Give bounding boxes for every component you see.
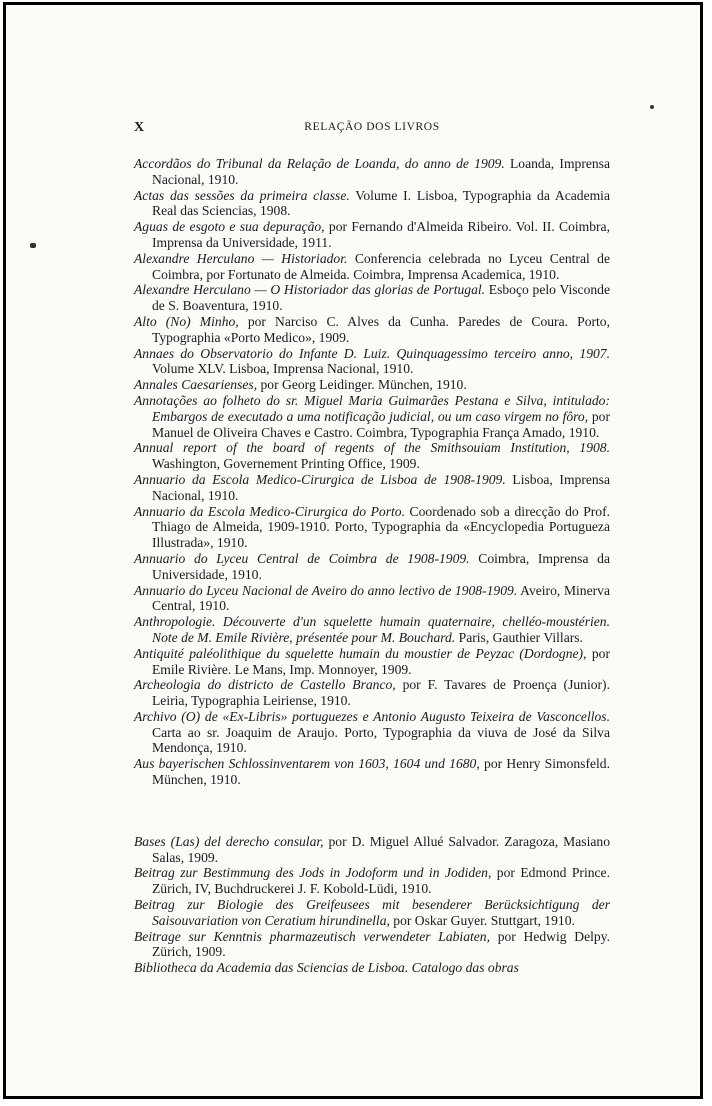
entry-publication: por Oskar Guyer. Stuttgart, 1910.: [389, 912, 575, 928]
entry-title: Beitrag zur Bestimmung des Jods in Jodoform und in Jodiden,: [134, 865, 492, 881]
entry-title: Annaes do Observatorio do Infante D. Luiz. Quinquagessimo terceiro anno, 1907.: [134, 345, 610, 361]
entry-publication: por Manuel de Oliveira Chaves e Castro. Coimbra, Typographia França Amado, 1910.: [152, 408, 610, 440]
entry-title: Antiquité paléolithique du squelette humain du moustier de Peyzac (Dordogne),: [134, 645, 587, 661]
bibliography-entry: [134, 282, 610, 314]
entry-publication: por Henry Simonsfeld. München, 1910.: [152, 756, 610, 788]
entry-title: Bases (Las) del derecho consular,: [134, 833, 324, 849]
entry-title: Beitrage sur Kenntnis pharmazeutisch verwendeter Labiaten,: [134, 928, 491, 944]
bibliography-entry: [134, 583, 610, 615]
bibliography-entry: [134, 504, 610, 551]
entry-publication: Coordenado sob a direcção do Prof. Thiago de Almeida, 1909-1910. Porto, Typographia da «Encyclopedia Portugueza Illustrada», 1910.: [152, 503, 611, 551]
entry-publication: por Emile Rivière. Le Mans, Imp. Monnoyer, 1909.: [152, 645, 610, 677]
entry-title: Annotações ao folheto do sr. Miguel Maria Guimarães Pestana e Silva, intitulado: Embargos de executado a uma notificação judicial, ou um caso virgem no fôro,: [134, 392, 610, 424]
entry-publication: Paris, Gauthier Villars.: [455, 629, 583, 645]
ink-speck: [650, 105, 654, 109]
entry-publication: Washington, Governement Printing Office, 1909.: [152, 456, 420, 472]
entry-title: Annuario do Lyceu Nacional de Aveiro do anno lectivo de 1908-1909.: [134, 582, 518, 598]
entry-title: Archeologia do districto de Castello Branco,: [134, 677, 396, 693]
running-title: RELAÇÃO DOS LIVROS: [304, 121, 440, 133]
bibliography-entry: [134, 440, 610, 472]
bibliography-entry: [134, 188, 610, 220]
bibliography-entry: [134, 756, 610, 788]
entry-title: Alexandre Herculano — O Historiador das glorias de Portugal.: [134, 282, 486, 298]
entry-title: Alexandre Herculano — Historiador.: [134, 250, 348, 266]
bibliography-entry: [134, 614, 610, 646]
entry-publication: Loanda, Imprensa Nacional, 1910.: [152, 156, 611, 187]
entry-publication: por Narciso C. Alves da Cunha. Paredes de Coura. Porto, Typographia «Porto Medico», 1909.: [152, 313, 610, 345]
bibliography-entry: [134, 960, 610, 976]
bibliography-entry: [134, 251, 610, 283]
entry-publication: por Georg Leidinger. München, 1910.: [257, 377, 467, 393]
entry-publication: Lisboa, Imprensa Nacional, 1910.: [152, 471, 611, 503]
entries-letter-b: [134, 834, 610, 976]
bibliography-entry: [134, 314, 610, 346]
bibliography-entry: [134, 929, 610, 961]
entry-publication: Carta ao sr. Joaquim de Araujo. Porto, Typographia da viuva de José da Silva Mendonça, 1910.: [152, 724, 610, 756]
entry-title: Aus bayerischen Schlossinventarem von 1603, 1604 und 1680,: [134, 756, 480, 772]
bibliography-entry: [134, 377, 610, 393]
bibliography-entry: [134, 156, 610, 188]
bibliography-list: [134, 156, 610, 976]
ink-speck: [30, 243, 36, 248]
entry-publication: Coimbra, Imprensa da Universidade, 1910.: [152, 550, 610, 582]
entry-title: Annuario do Lyceu Central de Coimbra de 1908-1909.: [134, 550, 470, 566]
entry-title: Annuario da Escola Medico-Cirurgica do Porto.: [134, 503, 405, 519]
entry-publication: por Hedwig Delpy. Zürich, 1909.: [152, 928, 610, 960]
entry-title: Bibliotheca da Academia das Sciencias de Lisboa. Catalogo das obras: [134, 960, 519, 976]
bibliography-entry: [134, 219, 610, 251]
bibliography-entry: [134, 472, 610, 504]
entry-title: Anthropologie. Découverte d'un squelette humain quaternaire, chelléo-moustérien. Note de M. Emile Rivière, présentée pour M. Bouchard.: [134, 614, 610, 645]
bibliography-entry: [134, 551, 610, 583]
entry-publication: por D. Miguel Allué Salvador. Zaragoza, Masiano Salas, 1909.: [152, 833, 610, 865]
entry-title: Actas das sessões da primeira classe.: [134, 187, 350, 203]
page-header: [134, 120, 610, 136]
entry-publication: por Edmond Prince. Zürich, IV, Buchdruckerei J. F. Kobold-Lüdi, 1910.: [152, 865, 610, 897]
entry-publication: Volume XLV. Lisboa, Imprensa Nacional, 1910.: [152, 361, 414, 377]
entry-title: Aguas de esgoto e sua depuração,: [134, 219, 325, 235]
bibliography-entry: [134, 865, 610, 897]
entry-publication: Volume I. Lisboa, Typographia da Academia Real das Sciencias, 1908.: [152, 187, 610, 219]
entry-title: Archivo (O) de «Ex-Libris» portuguezes e Antonio Augusto Teixeira de Vasconcellos.: [134, 708, 610, 724]
entry-title: Alto (No) Minho,: [134, 313, 239, 329]
entry-publication: por F. Tavares de Proença (Junior). Leiria, Typographia Leiriense, 1910.: [152, 677, 610, 709]
page-number: X: [134, 120, 145, 135]
bibliography-entry: [134, 709, 610, 756]
section-gap: [134, 788, 610, 834]
bibliography-entry: [134, 897, 610, 929]
entry-title: Annales Caesarienses,: [134, 377, 258, 393]
entry-publication: por Fernando d'Almeida Ribeiro. Vol. II. Coimbra, Imprensa da Universidade, 1911.: [152, 219, 610, 250]
bibliography-entry: [134, 393, 610, 440]
bibliography-entry: [134, 346, 610, 378]
entry-publication: Conferencia celebrada no Lyceu Central de Coimbra, por Fortunato de Almeida. Coimbra, Imprensa Academica, 1910.: [152, 250, 610, 282]
entry-title: Beitrag zur Biologie des Greifeusees mit besenderer Berücksichtigung der Saisouvariation von Ceratium hirundinella,: [134, 897, 610, 928]
entry-title: Annual report of the board of regents of the Smithsouiam Institution, 1908.: [134, 440, 610, 456]
entry-title: Annuario da Escola Medico-Cirurgica de Lisboa de 1908-1909.: [134, 471, 506, 487]
bibliography-entry: [134, 834, 610, 866]
entries-letter-a: [134, 156, 610, 788]
entry-publication: Aveiro, Minerva Central, 1910.: [152, 582, 610, 614]
bibliography-entry: [134, 677, 610, 709]
bibliography-entry: [134, 646, 610, 678]
entry-title: Accordãos do Tribunal da Relação de Loanda, do anno de 1909.: [134, 156, 505, 171]
entry-publication: Esboço pelo Visconde de S. Boaventura, 1910.: [152, 282, 610, 314]
